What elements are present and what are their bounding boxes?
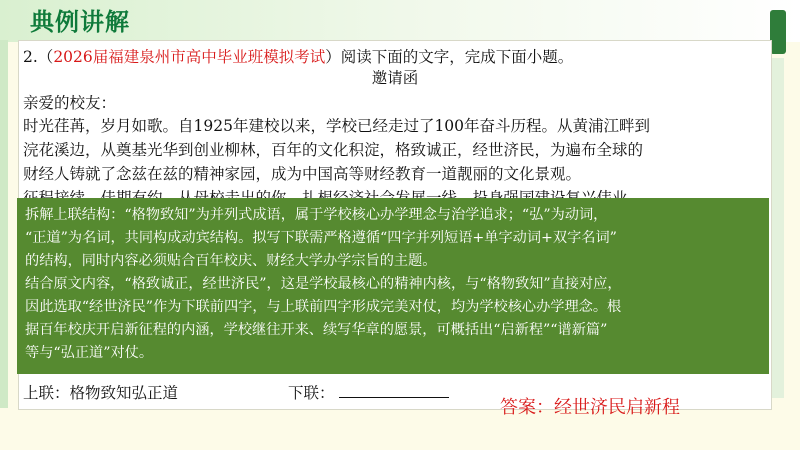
question-number: 2.: [23, 48, 38, 66]
analysis-line: 据百年校庆开启新征程的内涵，学校继往开来、续写华章的愿景，可概括出“启新程”“谱新篇”: [25, 322, 608, 338]
answer-label: 答案：: [500, 397, 554, 418]
analysis-line: 的结构，同时内容必须贴合百年校庆、财经大学办学宗旨的主题。: [25, 253, 437, 269]
page-title: 典例讲解: [30, 8, 130, 36]
analysis-line: 等与“弘正道”对仗。: [25, 345, 154, 361]
analysis-line: 因此选取“经世济民”作为下联前四字，与上联前四字形成完美对仗，均为学校核心办学理念。根: [25, 299, 622, 315]
answer-value: 经世济民启新程: [554, 397, 680, 418]
analysis-panel: [17, 198, 769, 374]
question-stem: 2.（2026届福建泉州市高中毕业班模拟考试）阅读下面的文字，完成下面小题。: [23, 48, 574, 66]
left-decoration: [0, 40, 8, 408]
letter-line-3: 财经人铸就了念兹在兹的精神家园，成为中国高等财经教育一道靓丽的文化景观。: [23, 165, 582, 183]
couplet-up-label: 上联：: [23, 384, 70, 402]
analysis-line: “正道”为名词，共同构成动宾结构。拟写下联需严格遵循“四字并列短语+单字动词+双字名词”: [25, 230, 617, 246]
couplet-down-label: 下联：: [288, 384, 335, 402]
corner-decoration: [770, 10, 786, 54]
question-source: 2026届福建泉州市高中毕业班模拟考试: [53, 48, 326, 66]
analysis-line: 结合原文内容，“格致诚正，经世济民”，这是学校最核心的精神内核，与“格物致知”直接对应，: [25, 276, 622, 292]
right-decoration: [772, 58, 784, 398]
letter-line-1: 时光荏苒，岁月如歌。自1925年建校以来，学校已经走过了100年奋斗历程。从黄浦江畔到: [23, 117, 651, 135]
letter-line-2: 浣花溪边，从奠基光华到创业柳林，百年的文化积淀，格致诚正，经世济民，为遍布全球的: [23, 141, 644, 159]
couplet-up-text: 格物致知弘正道: [69, 384, 179, 402]
analysis-line: 拆解上联结构：“格物致知”为并列式成语，属于学校核心办学理念与治学追求；“弘”为动词，: [25, 207, 608, 223]
answer-blank: [339, 383, 449, 398]
answer-text: [500, 393, 680, 419]
letter-greeting: 亲爱的校友：: [23, 94, 117, 112]
letter-title: 邀请函: [371, 69, 419, 87]
question-instruction: 阅读下面的文字，完成下面小题。: [340, 48, 574, 66]
